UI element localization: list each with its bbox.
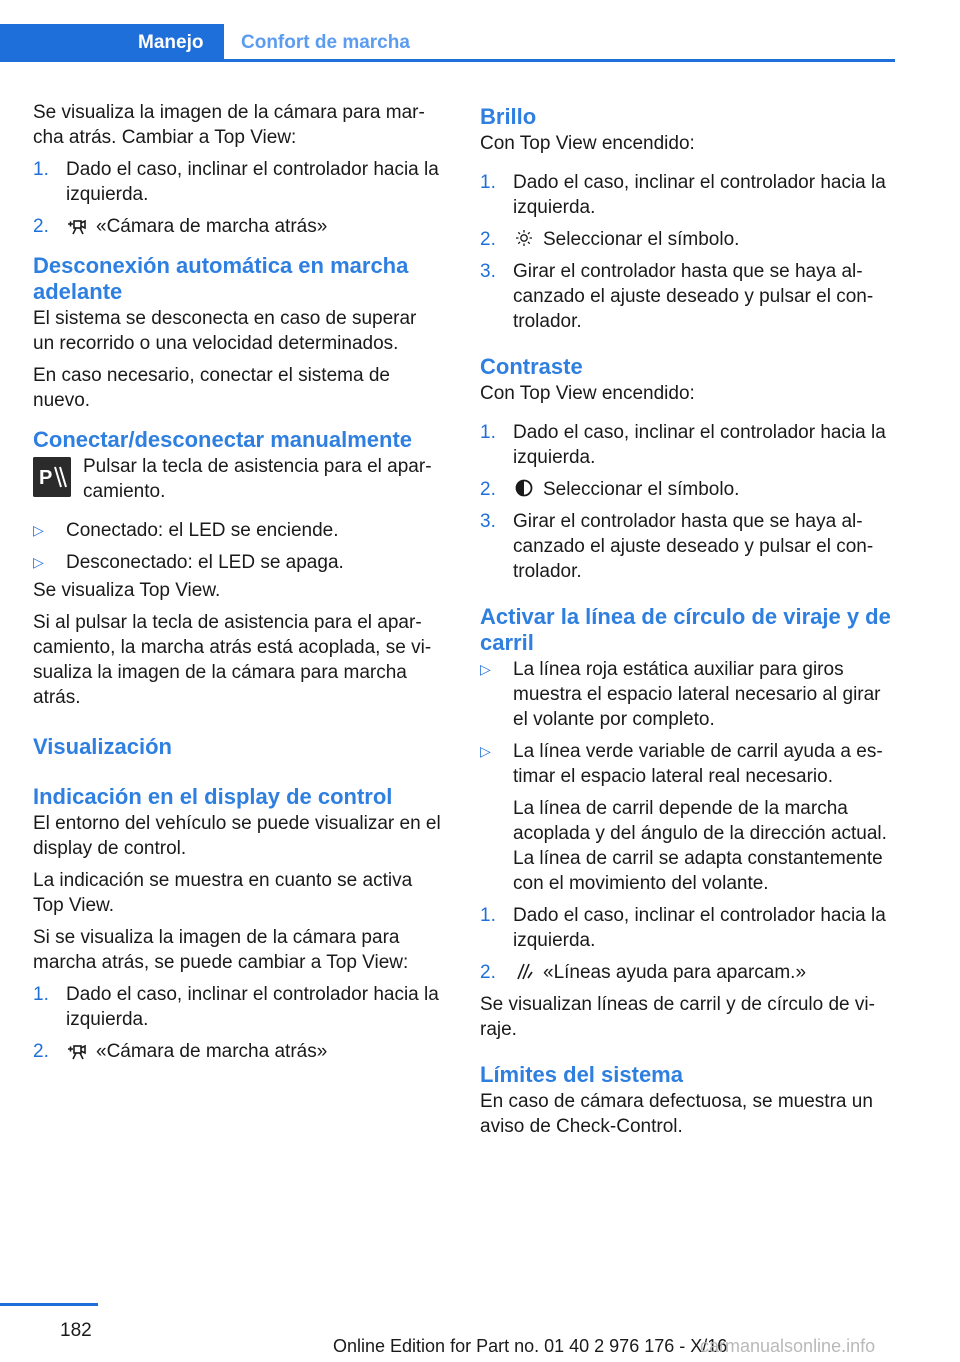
triangle-bullet-icon: ▷ xyxy=(480,743,491,759)
tab-confort-de-marcha[interactable]: Confort de marcha xyxy=(241,32,410,53)
paragraph: En caso necesario, conectar el sistema de nuevo. xyxy=(33,365,390,411)
step-number: 1. xyxy=(33,159,49,180)
list-item xyxy=(33,214,441,239)
step-text: Girar el controlador hasta que se haya alcanzado el ajuste deseado y pulsar el controlador. xyxy=(513,511,874,582)
list-item xyxy=(33,1039,441,1064)
paragraph: Si se visualiza la imagen de la cámara para marcha atrás, se puede cambiar a Top View: xyxy=(33,927,409,973)
step-text: «Líneas ayuda para aparcam.» xyxy=(543,962,807,983)
park-assist-button-icon xyxy=(33,457,71,497)
list-item xyxy=(480,259,896,334)
camera-icon xyxy=(66,215,88,235)
left-column xyxy=(33,100,441,1071)
step-text: «Cámara de marcha atrás» xyxy=(96,1041,328,1062)
step-text: Girar el controlador hasta que se haya alcanzado el ajuste deseado y pulsar el controlador. xyxy=(513,261,874,332)
page-number: 182 xyxy=(60,1320,92,1341)
heading-auto-off: Desconexión automática en marcha adelante xyxy=(33,253,409,304)
list-item xyxy=(480,420,896,470)
paragraph: Se visualiza Top View. xyxy=(33,580,221,601)
triangle-bullet-icon: ▷ xyxy=(33,522,44,538)
bullet-subtext: La línea de carril depende de la marcha acoplada y del ángulo de la dirección actual. La línea de carril se adapta constantemente con el movimiento del volante. xyxy=(513,798,887,894)
step-number: 1. xyxy=(33,984,49,1005)
step-number: 3. xyxy=(480,261,496,282)
footer-rule xyxy=(0,1303,98,1306)
list-item xyxy=(480,657,896,732)
step-number: 3. xyxy=(480,511,496,532)
step-number: 2. xyxy=(480,962,496,983)
step-number: 2. xyxy=(33,1041,49,1062)
step-text: Seleccionar el símbolo. xyxy=(543,229,740,250)
bullet-text: La línea verde variable de carril ayuda a estimar el espacio lateral real necesario. xyxy=(513,741,883,787)
paragraph: Si al pulsar la tecla de asistencia para el aparcamiento, la marcha atrás está acoplada, se visualiza la imagen de la cámara para marcha atrás. xyxy=(33,612,432,708)
heading-lineas: Activar la línea de círculo de viraje y de carril xyxy=(480,604,891,655)
park-assist-row xyxy=(33,454,441,504)
tab-manejo[interactable]: Manejo xyxy=(0,24,224,62)
step-number: 2. xyxy=(480,479,496,500)
brightness-icon xyxy=(513,228,535,248)
heading-contraste: Contraste xyxy=(480,354,583,379)
triangle-bullet-icon: ▷ xyxy=(33,554,44,570)
paragraph: El entorno del vehículo se puede visualizar en el display de control. xyxy=(33,813,441,859)
list-item xyxy=(480,509,896,584)
bullet-text: Conectado: el LED se enciende. xyxy=(66,520,339,541)
list-item xyxy=(33,982,441,1032)
triangle-bullet-icon: ▷ xyxy=(480,661,491,677)
step-text: Seleccionar el símbolo. xyxy=(543,479,740,500)
watermark: carmanualsonline.info xyxy=(700,1336,876,1356)
paragraph: Con Top View encendido: xyxy=(480,383,695,404)
heading-display: Indicación en el display de control xyxy=(33,784,393,809)
camera-icon xyxy=(66,1040,88,1060)
list-item xyxy=(480,477,896,502)
step-text: Dado el caso, inclinar el controlador hacia la izquierda. xyxy=(513,905,886,951)
step-number: 1. xyxy=(480,905,496,926)
steps-display xyxy=(33,982,441,1064)
svg-text:P: P xyxy=(39,467,53,489)
steps-lineas xyxy=(480,903,896,985)
manual-bullets xyxy=(33,518,441,575)
paragraph: El sistema se desconecta en caso de superar un recorrido o una velocidad determinados. xyxy=(33,308,417,354)
heading-manual: Conectar/desconectar manualmente xyxy=(33,427,413,452)
bullet-text: La línea roja estática auxiliar para giros muestra el espacio lateral necesario al girar el volante por completo. xyxy=(513,659,881,730)
paragraph: La indicación se muestra en cuanto se activa Top View. xyxy=(33,870,413,916)
step-text: «Cámara de marcha atrás» xyxy=(96,216,328,237)
paragraph: Con Top View encendido: xyxy=(480,133,695,154)
guide-lines-icon xyxy=(513,961,535,981)
list-item xyxy=(33,518,441,543)
paragraph: Pulsar la tecla de asistencia para el aparcamiento. xyxy=(83,456,432,502)
list-item xyxy=(480,903,896,953)
paragraph: En caso de cámara defectuosa, se muestra un aviso de Check-Control. xyxy=(480,1091,873,1137)
step-text: Dado el caso, inclinar el controlador hacia la izquierda. xyxy=(66,984,439,1030)
intro-text: Se visualiza la imagen de la cámara para marcha atrás. Cambiar a Top View: xyxy=(33,102,425,148)
edition-text: Online Edition for Part no. 01 40 2 976 176 - X/16 xyxy=(333,1336,728,1356)
step-number: 1. xyxy=(480,172,496,193)
heading-brillo: Brillo xyxy=(480,104,537,129)
header-rule xyxy=(0,59,895,62)
paragraph: Se visualizan líneas de carril y de círculo de viraje. xyxy=(480,994,875,1040)
lineas-bullets xyxy=(480,657,896,896)
steps-brillo xyxy=(480,170,896,334)
steps-reverse-camera xyxy=(33,157,441,239)
list-item xyxy=(480,739,896,896)
list-item xyxy=(33,157,441,207)
page-header xyxy=(0,0,960,62)
step-number: 1. xyxy=(480,422,496,443)
heading-visualizacion: Visualización xyxy=(33,734,172,759)
step-text: Dado el caso, inclinar el controlador hacia la izquierda. xyxy=(66,159,439,205)
step-number: 2. xyxy=(33,216,49,237)
bullet-text: Desconectado: el LED se apaga. xyxy=(66,552,344,573)
step-text: Dado el caso, inclinar el controlador hacia la izquierda. xyxy=(513,422,886,468)
steps-contraste xyxy=(480,420,896,584)
list-item xyxy=(33,550,441,575)
step-text: Dado el caso, inclinar el controlador hacia la izquierda. xyxy=(513,172,886,218)
right-column xyxy=(480,100,896,1146)
list-item xyxy=(480,170,896,220)
list-item xyxy=(480,960,896,985)
heading-limites: Límites del sistema xyxy=(480,1062,683,1087)
contrast-icon xyxy=(513,478,535,498)
list-item xyxy=(480,227,896,252)
step-number: 2. xyxy=(480,229,496,250)
